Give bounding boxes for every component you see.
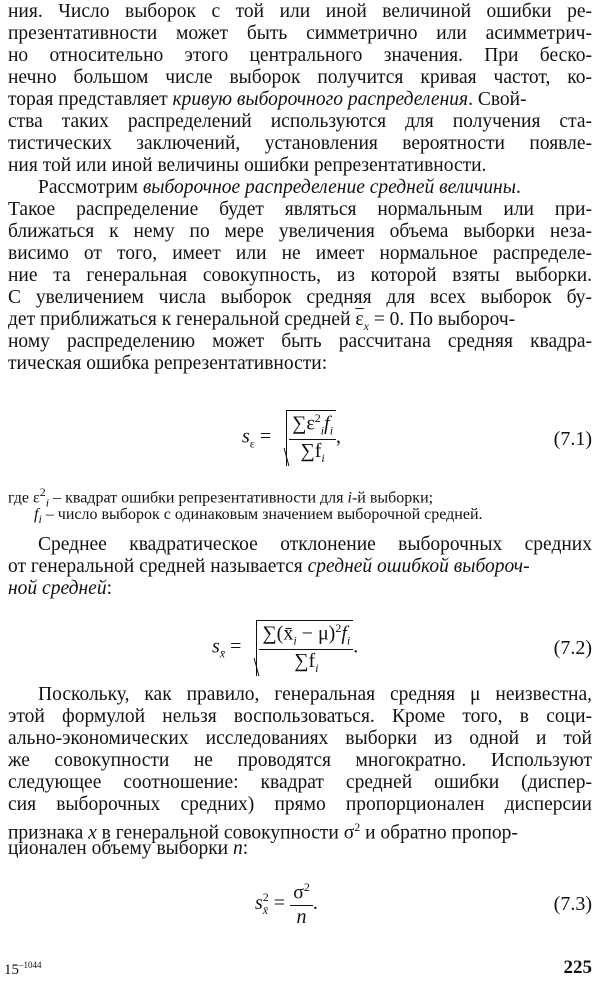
text-line: ближаться к нему по мере увеличения объема выборки неза- xyxy=(8,221,592,242)
text-line xyxy=(38,177,592,199)
text: : xyxy=(242,838,249,859)
text: где ε xyxy=(8,489,40,507)
text: ционален объему выборки xyxy=(8,838,233,859)
formula-7-2 xyxy=(212,620,358,676)
numerator-f: f xyxy=(341,622,347,645)
text: дет приближаться к генеральной средней xyxy=(8,309,356,330)
subscript: i xyxy=(321,450,325,465)
formula-7-1 xyxy=(242,410,341,466)
printer-signature xyxy=(4,960,42,979)
text-line: же совокупности не проводятся многократно. Используют xyxy=(8,750,592,771)
numerator: ∑ε xyxy=(292,412,315,435)
text-line xyxy=(8,578,592,600)
text: – квадрат ошибки репрезентативности для xyxy=(49,489,348,507)
superscript: 2 xyxy=(335,621,342,635)
subscript: i xyxy=(320,423,325,438)
text-line: презентативности может быть симметрично или асимметрич- xyxy=(8,23,592,44)
subscript: i xyxy=(45,495,50,510)
superscript: 2 xyxy=(354,820,361,834)
punctuation: . xyxy=(312,891,318,914)
text: . xyxy=(515,177,521,198)
text-line xyxy=(8,309,592,331)
equation-number: (7.1) xyxy=(553,428,592,450)
page-number: 225 xyxy=(563,957,592,978)
text: : xyxy=(106,578,112,599)
text: торая представляет xyxy=(8,89,173,110)
text-line xyxy=(8,556,592,578)
punctuation: . xyxy=(353,635,359,658)
subscript: x xyxy=(363,318,369,333)
text-line: ние та генеральная совокупность, из которой взяты выборки. xyxy=(8,265,592,286)
text-line xyxy=(8,838,592,860)
superscript: 2 xyxy=(39,485,46,499)
subscript: i xyxy=(346,633,351,648)
subscript: i xyxy=(315,660,319,675)
numerator: σ xyxy=(293,881,304,904)
text: -й выборки; xyxy=(351,489,434,507)
formula-lhs: s xyxy=(255,891,263,914)
subscript: ε xyxy=(249,436,255,451)
equation-number: (7.3) xyxy=(553,893,592,915)
text-line: Поскольку, как правило, генеральная средняя μ неизвестна, xyxy=(38,684,592,705)
text: признака xyxy=(8,822,89,844)
term-italic: средней ошибкой выбороч- xyxy=(307,556,530,577)
numerator: ∑(x̄ xyxy=(262,622,294,645)
text-line: тистических заключений, установления вероятности появле- xyxy=(8,133,592,154)
text-line: нечно большом числе выборок получится кривая частот, ко- xyxy=(8,67,592,88)
subscript: i xyxy=(38,512,42,527)
subscript: x̄ xyxy=(219,646,226,661)
subscript: x̄ xyxy=(262,903,269,918)
formula-lhs: s xyxy=(212,635,220,658)
text-line: ния. Число выборок с той или иной величиной ошибки ре- xyxy=(8,1,592,22)
text: f xyxy=(34,506,39,523)
signature-text: 15 xyxy=(4,962,19,978)
denominator: ∑f xyxy=(300,439,322,462)
fraction xyxy=(290,880,313,929)
text-line: С увеличением числа выборок средняя для всех выборок бу- xyxy=(8,287,592,308)
fraction xyxy=(259,621,353,676)
signature-sup: –1044 xyxy=(19,960,42,970)
text-line xyxy=(8,816,592,844)
numerator-f: f xyxy=(324,412,330,435)
square-root xyxy=(256,620,353,676)
text: i xyxy=(347,489,352,507)
text-line: висимо от того, имеет или не имеет нормальное распределе- xyxy=(8,243,592,264)
text-line: ства таких распределений используются для получения ста- xyxy=(8,111,592,132)
text-line: ально-экономических исследованиях выборки из одной и той xyxy=(8,728,592,749)
text-line xyxy=(8,89,592,111)
formula-7-3 xyxy=(255,880,318,929)
epsilon-symbol: $\overline{\varepsilon}$ xyxy=(355,309,364,330)
denominator: ∑f xyxy=(294,649,316,672)
text-line: следующее соотношение: квадрат средней ошибки (диспер- xyxy=(8,772,592,793)
text-line: сия выборочных средних) прямо пропорционален дисперсии xyxy=(8,794,592,815)
numerator-mid: − μ) xyxy=(296,622,336,645)
subscript: i xyxy=(329,423,334,438)
equals-sign: = xyxy=(273,891,286,914)
fraction xyxy=(289,411,336,466)
variable: x xyxy=(88,822,97,844)
square-root xyxy=(286,410,336,466)
text-line: Такое распределение будет являться нормальным или при- xyxy=(8,199,592,220)
text-line: ния той или иной величины ошибки репрезентативности. xyxy=(8,155,487,176)
text: . Свой- xyxy=(468,89,527,110)
term-italic: выборочное распределение средней величины xyxy=(142,177,516,198)
text-line: ному распределению может быть рассчитана средняя квадра- xyxy=(8,331,592,352)
denominator: n xyxy=(296,905,307,928)
text: от генеральной средней называется xyxy=(8,556,308,577)
superscript: 2 xyxy=(262,890,269,905)
text: в генеральной совокупности σ xyxy=(96,822,355,844)
variable: n xyxy=(232,838,243,859)
text: Рассмотрим xyxy=(38,177,143,198)
text-line: этой формулой нельзя воспользоваться. Кроме того, в соци- xyxy=(8,706,592,727)
note-f xyxy=(34,505,483,529)
text: = 0. По выбороч- xyxy=(368,309,516,330)
superscript: 2 xyxy=(303,880,310,894)
equals-sign: = xyxy=(230,635,242,658)
text-line: тическая ошибка репрезентативности: xyxy=(8,353,328,374)
formula-lhs: s xyxy=(242,425,250,448)
equation-number: (7.2) xyxy=(553,637,592,659)
text: и обратно пропор- xyxy=(360,822,518,844)
subscript: i xyxy=(293,633,297,648)
text-line: но относительно этого центрального значения. При беско- xyxy=(8,45,592,66)
text-line: Среднее квадратическое отклонение выборочных средних xyxy=(38,534,592,555)
punctuation: , xyxy=(336,425,342,448)
term-italic: кривую выборочного распределения xyxy=(172,89,469,110)
equals-sign: = xyxy=(259,425,272,448)
term-italic: ной средней xyxy=(8,578,107,599)
superscript: 2 xyxy=(314,411,321,425)
text: – число выборок с одинаковым значением выборочной средней. xyxy=(41,506,483,523)
